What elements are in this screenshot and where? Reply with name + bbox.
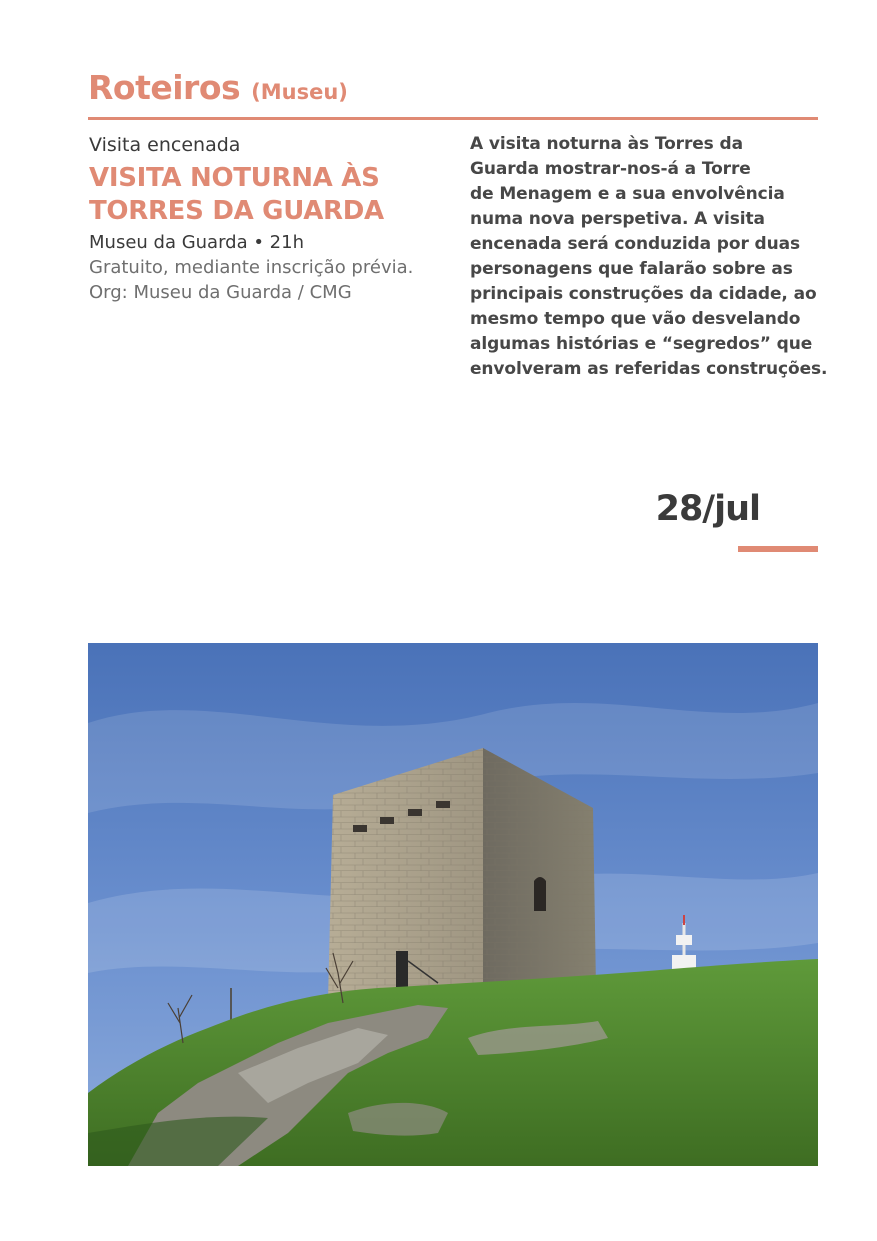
description-line: algumas histórias e “segredos” que (470, 334, 813, 354)
page-title (88, 66, 348, 114)
event-venue-time: Museu da Guarda • 21h (89, 232, 304, 253)
description-line: de Menagem e a sua envolvência (470, 184, 785, 204)
event-title-line: VISITA NOTURNA ÀS (89, 163, 380, 193)
event-organizer: Org: Museu da Guarda / CMG (89, 282, 352, 303)
description-line: encenada será conduzida por duas (470, 234, 801, 254)
description-line: mesmo tempo que vão desvelando (470, 309, 801, 329)
event-title-line: TORRES DA GUARDA (89, 196, 384, 226)
section-subtitle: (Museu) (251, 80, 348, 104)
description-line: principais construções da cidade, ao (470, 284, 817, 304)
section-title: Roteiros (88, 68, 241, 107)
event-admission: Gratuito, mediante inscrição prévia. (89, 257, 414, 278)
event-category: Visita encenada (89, 134, 241, 156)
event-date: 28/jul (655, 489, 760, 529)
header-divider (88, 117, 818, 120)
description-line: numa nova perspetiva. A visita (470, 209, 765, 229)
tower-photo (88, 643, 818, 1166)
description-line: Guarda mostrar-nos-á a Torre (470, 159, 751, 179)
description-line: A visita noturna às Torres da (470, 134, 743, 154)
description-line: personagens que falarão sobre as (470, 259, 793, 279)
event-description (470, 132, 828, 382)
event-title (89, 162, 459, 228)
date-underline (738, 546, 818, 552)
event-details (89, 131, 459, 305)
description-line: envolveram as referidas construções. (470, 359, 828, 379)
